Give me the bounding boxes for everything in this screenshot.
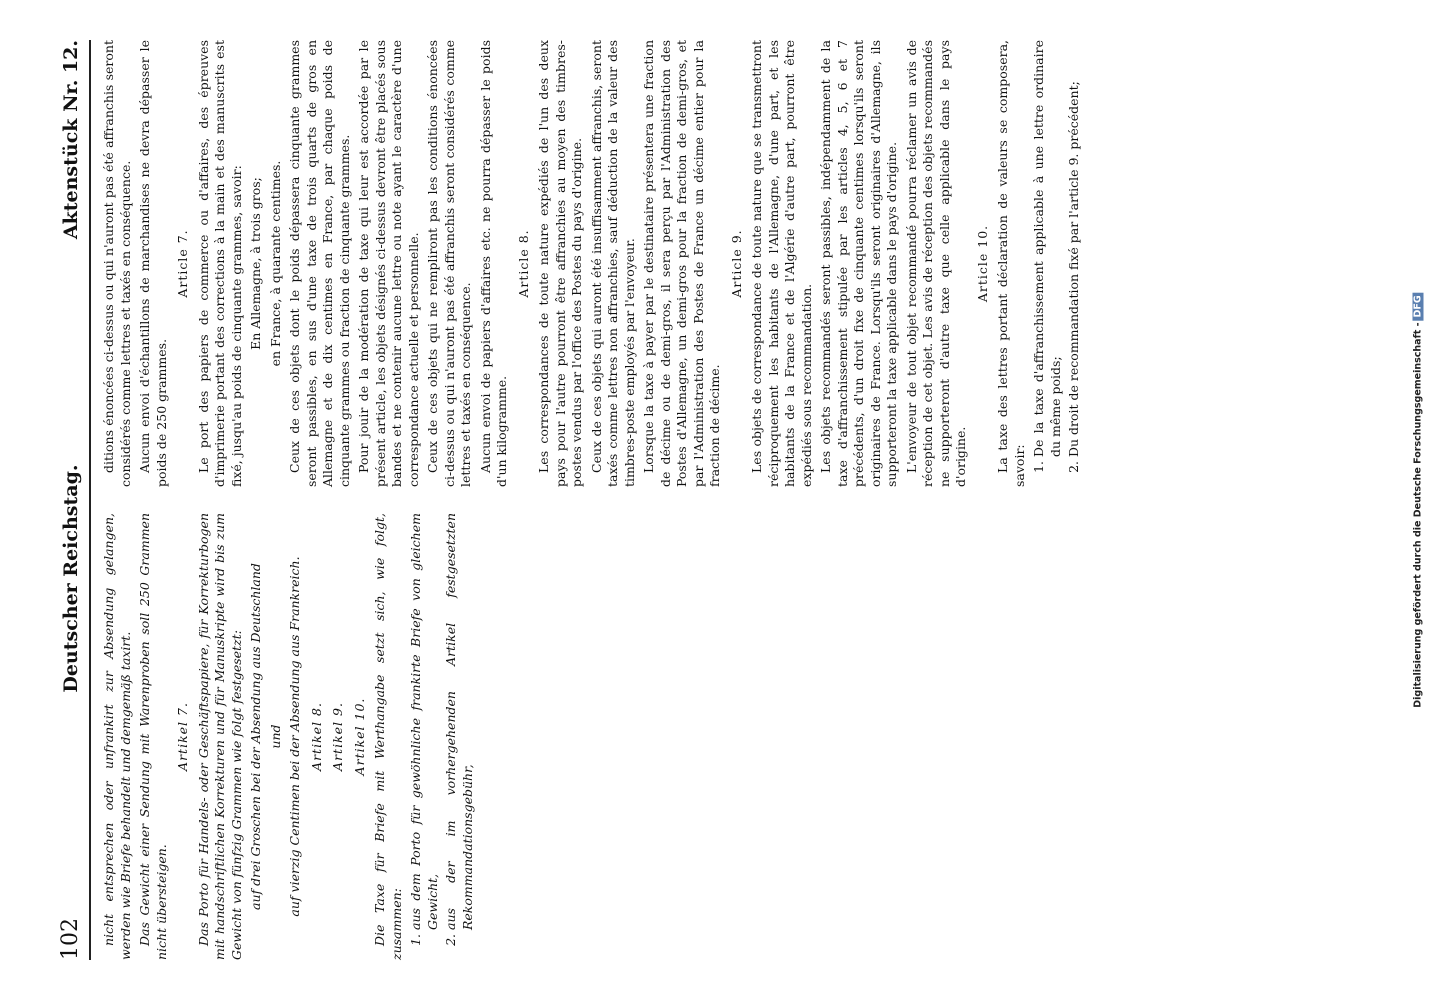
credit-text: Digitalisierung gefördert durch die Deutsche Forschungsgemeinschaft - bbox=[1412, 322, 1424, 708]
list-item: 2. Du droit de recommandation fixé par l'article 9. précédent; bbox=[1066, 40, 1083, 457]
header-title-german: Deutscher Reichstag. bbox=[60, 464, 82, 693]
header-document-number: Aktenstück Nr. 12. bbox=[60, 40, 82, 240]
paragraph: Les objets de correspondance de toute nature que se transmettront réciproquement les habitants de l'Allemagne, d'une part, et les habitants de la France et de l'Algérie d'autre part, pourront être expédiés sous recommandation. bbox=[749, 40, 814, 487]
article-heading: Article 10. bbox=[974, 224, 990, 303]
paragraph: Les correspondances de toute nature expédiés de l'un des deux pays pour l'autre pourront être affranchies au moyen des timbres-postes vendus par l'office des Postes du pays d'origine. bbox=[536, 40, 584, 487]
article-heading: Artikel 10. bbox=[351, 697, 367, 776]
paragraph: Aucun envoi d'échantillons de marchandises ne devra dépasser le poids de 250 grammes. bbox=[137, 40, 169, 487]
article-heading: Artikel 8. bbox=[308, 702, 324, 771]
page-header bbox=[58, 40, 91, 960]
paragraph: Pour jouir de la modération de taxe qui leur est accordée par le présent article, les objets désignés ci-dessus devront être placés sous bandes et ne contenir aucune lettre ou note ayant le caractère d'une correspondance actuelle et personnelle. bbox=[356, 40, 421, 487]
paragraph: Les objets recommandés seront passibles, indépendamment de la taxe d'affranchissement stipulée par les articles 4, 5, 6 et 7 précédents, d'un droit fixe de cinquante centimes lorsqu'ils seront originaires de France. Lorsqu'ils seront originaires d'Allemagne, ils supporteront la taxe applicable dans le pays d'origine. bbox=[818, 40, 899, 487]
list-item: 1. De la taxe d'affranchissement applicable à une lettre ordinaire du même poids; bbox=[1031, 40, 1064, 457]
german-column bbox=[101, 513, 1085, 960]
paragraph: Ceux de ces objets qui ne rempliront pas les conditions énoncées ci-dessus ou qui n'auront pas été affranchis seront considérés comme lettres et taxés en conséquence. bbox=[425, 40, 473, 487]
article-heading: Artikel 7. bbox=[175, 702, 190, 771]
paragraph: Le port des papiers de commerce ou d'affaires, des épreuves d'imprimerie portant des corrections à la main et des manuscrits est fixé, jusqu'au poids de cinquante grammes, savoir: bbox=[195, 40, 244, 487]
page-number: 102 bbox=[58, 918, 83, 960]
paragraph: La taxe des lettres portant déclaration de valeurs se composera, savoir: bbox=[995, 40, 1027, 487]
article-heading: Article 7. bbox=[175, 229, 190, 298]
paragraph: Ceux de ces objets dont le poids dépassera cinquante grammes seront passibles, en sus d'une taxe de trois quarts de gros en Allemagne et de dix centimes en France, par chaque poids de cinquante grammes ou fraction de cinquante grammes. bbox=[287, 40, 352, 487]
paragraph: nicht entsprechen oder unfrankirt zur Absendung gelangen, werden wie Briefe behandelt und demgemäß taxirt. bbox=[101, 513, 133, 960]
paragraph: L'envoyeur de tout objet recommandé pourra réclamer un avis de réception de cet objet. Les avis de réception des objets recommandés ne supporteront d'autre taxe que celle applicable dans le pays d'origine. bbox=[903, 40, 968, 487]
dfg-badge: DFG bbox=[1413, 292, 1424, 320]
paragraph: Die Taxe für Briefe mit Werthangabe setzt sich, wie folgt, zusammen: bbox=[372, 513, 404, 960]
paragraph: en France, à quarante centimes. bbox=[267, 160, 283, 367]
paragraph: ditions énoncées ci-dessus ou qui n'auront pas été affranchis seront considérés comme lettres et taxés en conséquence. bbox=[101, 40, 133, 487]
article-heading: Article 9. bbox=[728, 229, 744, 298]
list-item: 1. aus dem Porto für gewöhnliche frankirte Briefe von gleichem Gewicht, bbox=[408, 513, 441, 930]
paragraph: und bbox=[267, 724, 283, 749]
digitization-credit bbox=[1413, 292, 1424, 707]
paragraph: Lorsque la taxe à payer par le destinataire présentera une fraction de décime ou de demi-gros, il sera perçu par l'Administration des Postes d'Allemagne, un demi-gros pour la fraction de demi-gros, et par l'Administration des Postes de France un décime entier pour la fraction de décime. bbox=[641, 40, 722, 487]
paragraph: Das Porto für Handels- oder Geschäftspapiere, für Korrekturbogen mit handschriftlichen Korrekturen und für Manuskripte wird bis zum Gewicht von fünfzig Grammen wie folgt festgesetzt: bbox=[195, 513, 244, 960]
french-column bbox=[101, 40, 1085, 487]
paragraph: Aucun envoi de papiers d'affaires etc. ne pourra dépasser le poids d'un kilogramme. bbox=[477, 40, 509, 487]
paragraph: Das Gewicht einer Sendung mit Warenproben soll 250 Grammen nicht übersteigen. bbox=[137, 513, 169, 960]
paragraph: En Allemagne, à trois gros; bbox=[248, 177, 263, 350]
paragraph: auf vierzig Centimen bei der Absendung aus Frankreich. bbox=[287, 556, 302, 917]
list-item: 2. aus der im vorhergehenden Artikel festgesetzten Rekommandationsgebühr, bbox=[443, 513, 476, 930]
paragraph: auf drei Groschen bei der Absendung aus Deutschland bbox=[248, 563, 263, 910]
two-column-body bbox=[101, 40, 1085, 960]
article-heading: Article 8. bbox=[515, 229, 531, 298]
paragraph: Ceux de ces objets qui auront été insuffisamment affranchis, seront taxés comme lettres non affranchies, sauf déduction de la valeur des timbres-poste employés par l'envoyeur. bbox=[588, 40, 637, 487]
article-heading: Artikel 9. bbox=[330, 702, 345, 771]
